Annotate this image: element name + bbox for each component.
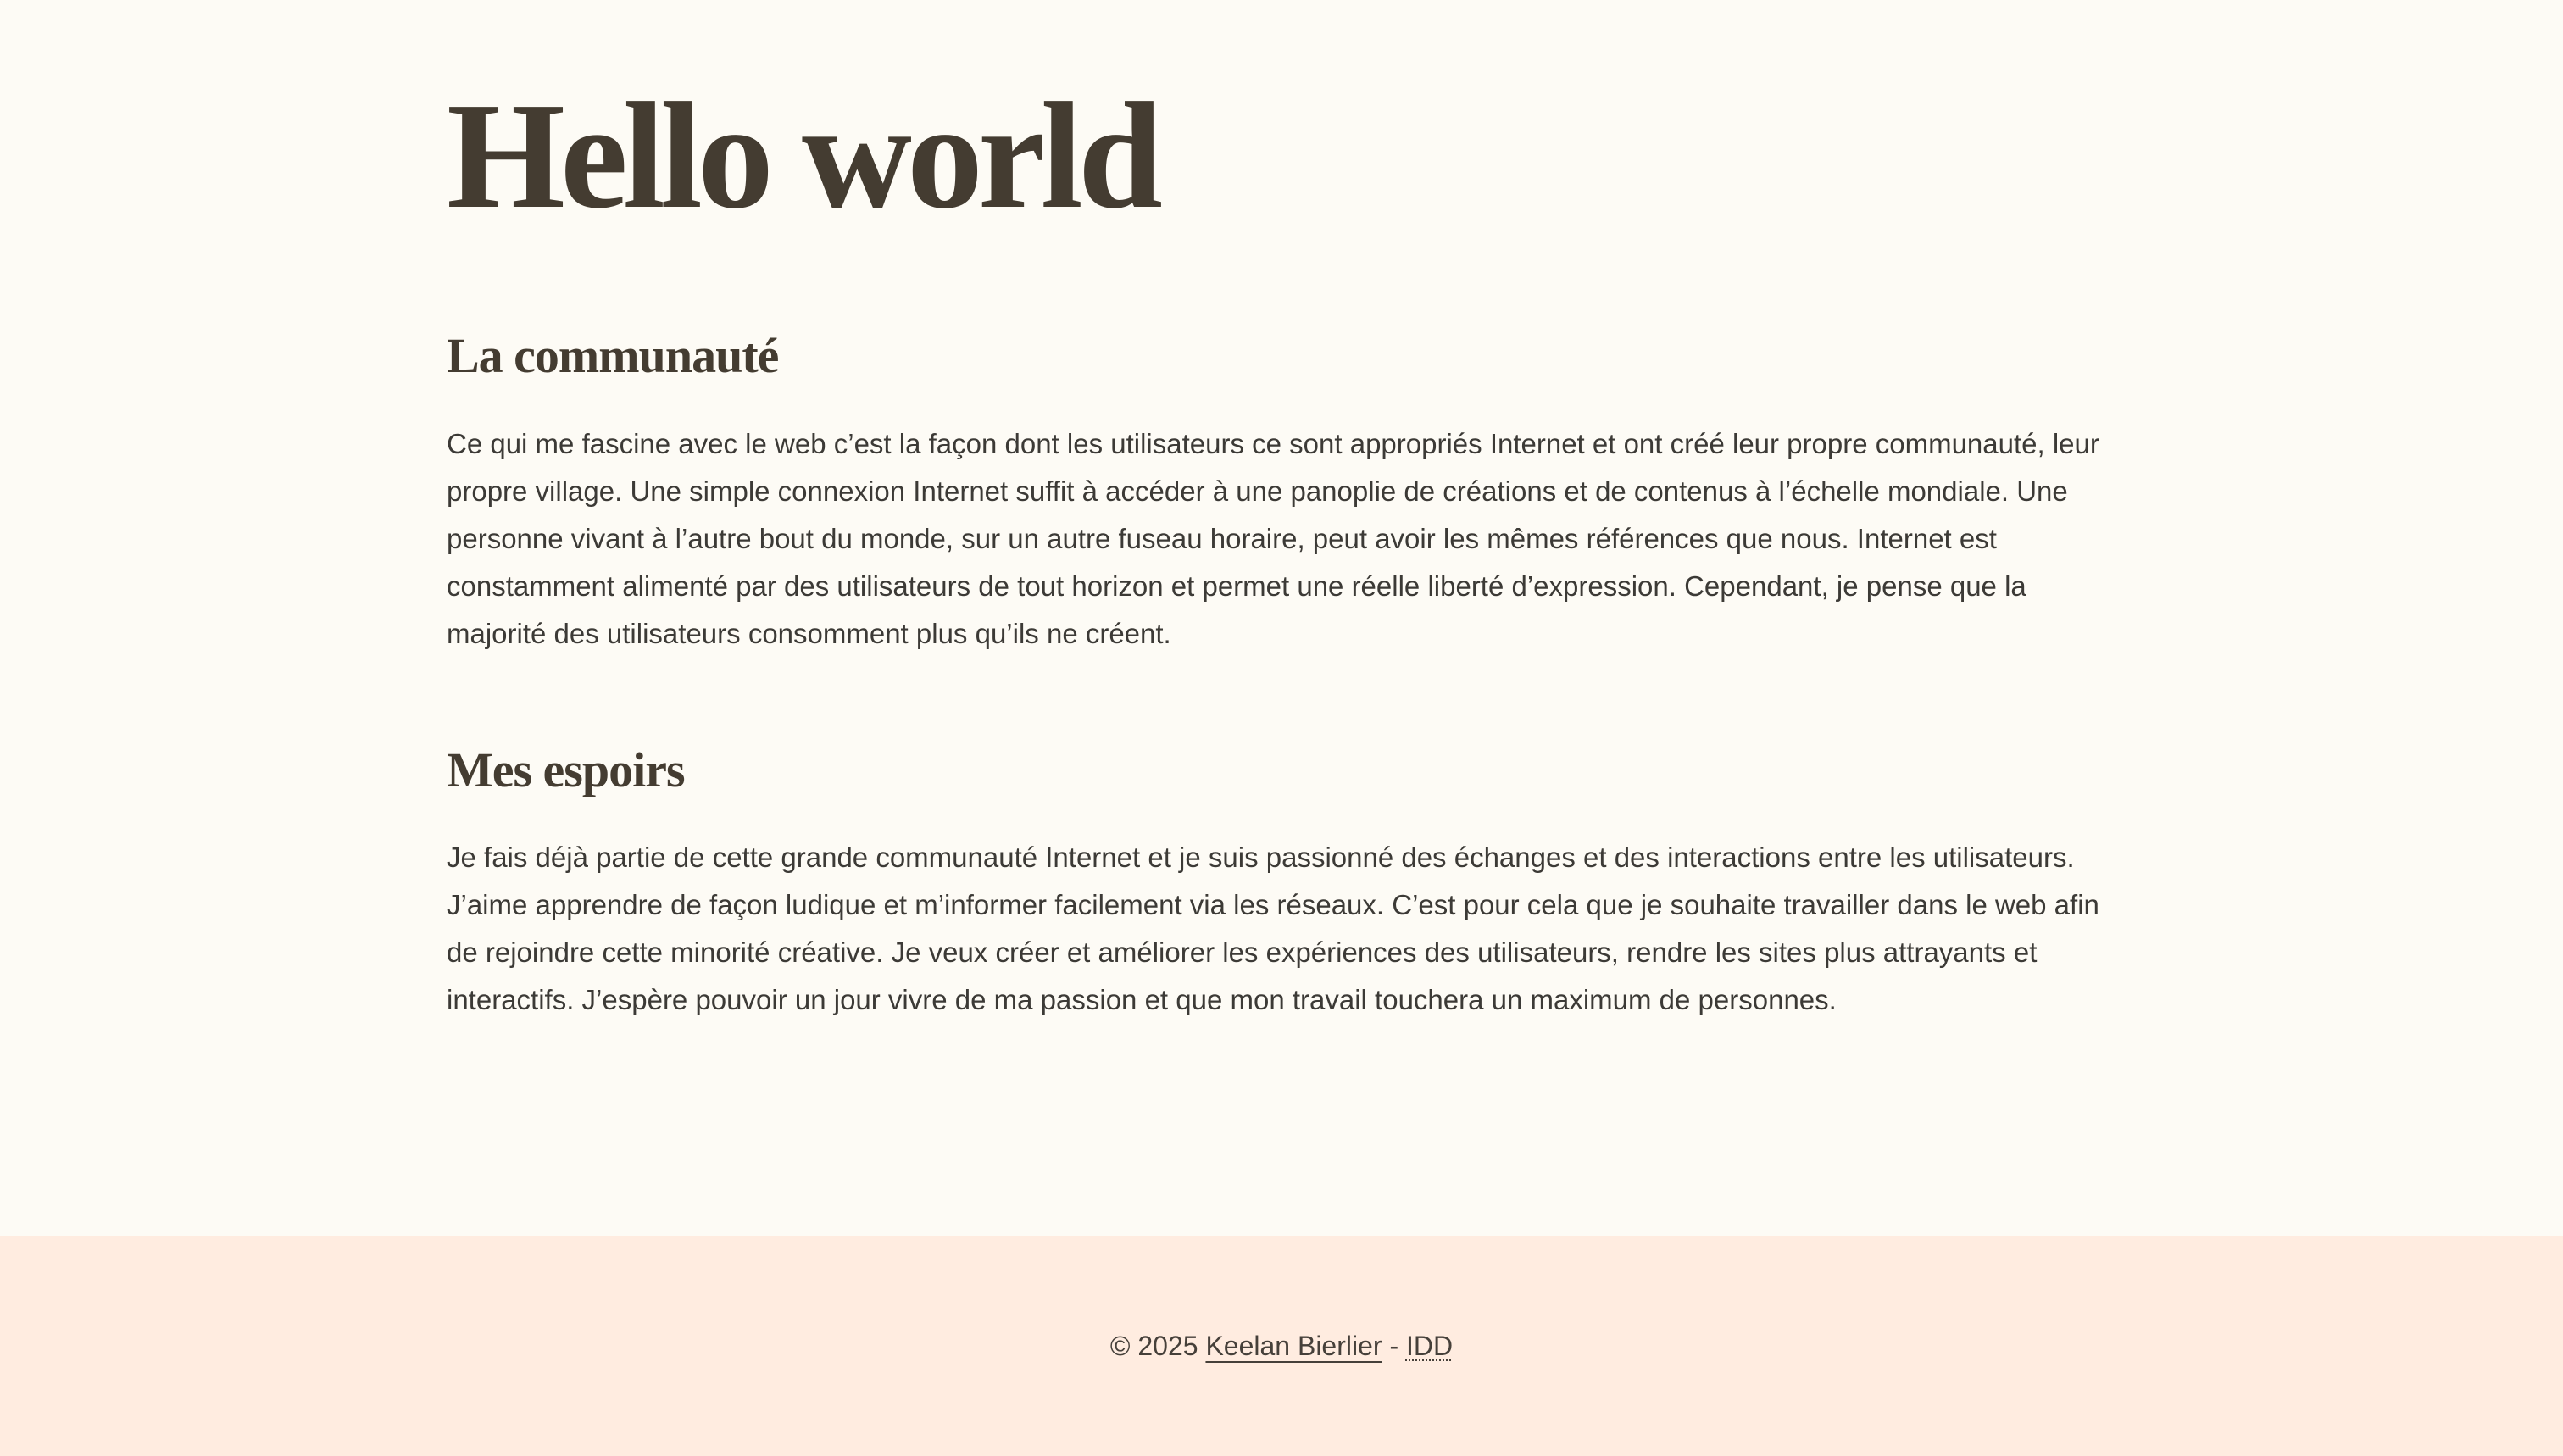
section-community-heading: La communauté: [447, 328, 779, 383]
section-hopes-paragraph: Je fais déjà partie de cette grande communauté Internet et je suis passionné des échanges et des interactions entre les utilisateurs. J’aime apprendre de façon ludique et m’informer facilement via les réseaux. C’est pour cela que je souhaite travailler dans le web afin de rejoindre cette minorité créative. Je veux créer et améliorer les expériences des utilisateurs, rendre les sites plus attrayants et interactifs. J’espère pouvoir un jour vivre de ma passion et que mon travail touchera un maximum de personnes.: [447, 842, 2099, 1016]
footer-separator: -: [1389, 1331, 1399, 1362]
section-hopes-heading: Mes espoirs: [447, 742, 685, 797]
section-community-paragraph: Ce qui me fascine avec le web c’est la façon dont les utilisateurs ce sont appropriés Internet et ont créé leur propre communauté, leur propre village. Une simple connexion Internet suffit à accéder à une panoplie de créations et de contenus à l’échelle mondiale. Une personne vivant à l’autre bout du monde, sur un autre fuseau horaire, peut avoir les mêmes références que nous. Internet est constamment alimenté par des utilisateurs de tout horizon et permet une réelle liberté d’expression. Cependant, je pense que la majorité des utilisateurs consomment plus qu’ils ne créent.: [447, 427, 2099, 649]
content-container: [447, 68, 2116, 1142]
copyright-text: © 2025: [1109, 1331, 1198, 1362]
copyright: [1110, 1327, 1453, 1365]
page-footer: [0, 1236, 2563, 1456]
section-hopes: [447, 742, 2116, 1025]
idd-link[interactable]: IDD: [1405, 1331, 1454, 1362]
section-community: [447, 328, 2116, 658]
author-link[interactable]: Keelan Bierlier: [1205, 1331, 1382, 1362]
page-title: Hello world: [447, 71, 1158, 240]
